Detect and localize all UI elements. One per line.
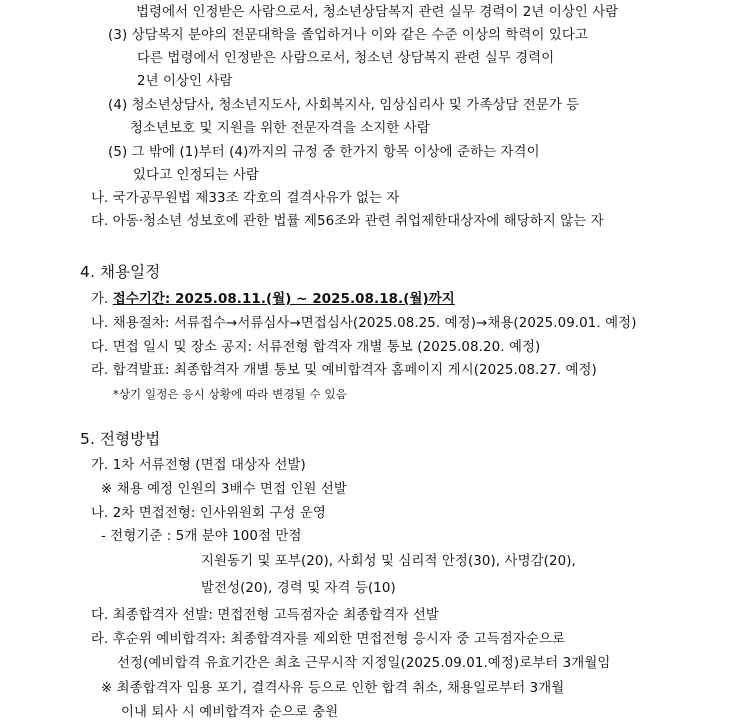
selection-criteria-detail: 발전성(20), 경력 및 자격 등(10) xyxy=(201,581,396,596)
selection-note: ※ 최종합격자 임용 포기, 결격사유 등으로 인한 합격 취소, 채용일로부터 3개월 xyxy=(101,681,565,696)
qualification-item-4: (4) 청소년상담사, 청소년지도사, 사회복지사, 임상심리사 및 가족상담 전문가 등 xyxy=(108,98,580,113)
schedule-ga-prefix: 가. xyxy=(91,292,113,307)
selection-criteria-detail: 지원동기 및 포부(20), 사회성 및 심리적 안정(30), 사명감(20), xyxy=(201,554,576,569)
application-period: 접수기간: 2025.08.11.(월) ~ 2025.08.18.(월)까지 xyxy=(112,292,455,307)
selection-ga: 가. 1차 서류전형 (면접 대상자 선발) xyxy=(91,458,306,473)
selection-na: 나. 2차 면접전형: 인사위원회 구성 운영 xyxy=(91,506,326,521)
selection-ra: 라. 후순위 예비합격자: 최종합격자를 제외한 면접전형 응시자 중 고득점자순으로 xyxy=(91,632,565,647)
qualification-item-5-cont: 있다고 인정되는 사람 xyxy=(133,168,260,183)
schedule-da: 다. 면접 일시 및 장소 공지: 서류전형 합격자 개별 통보 (2025.08.20. 예정) xyxy=(91,340,541,355)
qualification-line: 법령에서 인정받은 사람으로서, 청소년상담복지 관련 실무 경력이 2년 이상인 사람 xyxy=(136,5,619,20)
schedule-ra: 라. 합격발표: 최종합격자 개별 통보 및 예비합격자 홈페이지 게시(2025.08.27. 예정) xyxy=(91,363,597,378)
qualification-item-3-cont: 2년 이상인 사람 xyxy=(137,74,233,89)
qualification-item-3-cont: 다른 법령에서 인정받은 사람으로서, 청소년 상담복지 관련 실무 경력이 xyxy=(137,51,555,66)
qualification-item-5: (5) 그 밖에 (1)부터 (4)까지의 규정 중 한가지 항목 이상에 준하는 자격이 xyxy=(108,145,540,160)
selection-heading: 5. 전형방법 xyxy=(80,430,161,448)
schedule-heading: 4. 채용일정 xyxy=(80,263,161,281)
schedule-ga xyxy=(91,291,455,309)
selection-da: 다. 최종합격자 선발: 면접전형 고득점자순 최종합격자 선발 xyxy=(91,608,439,623)
selection-criteria: - 전형기준 : 5개 분야 100점 만점 xyxy=(101,529,302,544)
schedule-na: 나. 채용절차: 서류접수→서류심사→면접심사(2025.08.25. 예정)→채용(2025.09.01. 예정) xyxy=(91,316,637,331)
selection-ga-note: ※ 채용 예정 인원의 3배수 면접 인원 선발 xyxy=(101,482,347,497)
qualification-item-4-cont: 청소년보호 및 지원을 위한 전문자격을 소지한 사람 xyxy=(130,121,430,136)
qualification-da: 다. 아동·청소년 성보호에 관한 법률 제56조와 관련 취업제한대상자에 해당하지 않는 자 xyxy=(91,214,604,229)
selection-ra-cont: 선정(예비합격 유효기간은 최초 근무시작 지정일(2025.09.01.예정)로부터 3개월임 xyxy=(117,656,611,671)
schedule-note: *상기 일정은 응시 상황에 따라 변경될 수 있음 xyxy=(113,387,347,401)
selection-note-cont: 이내 퇴사 시 예비합격자 순으로 충원 xyxy=(121,705,339,720)
qualification-item-3: (3) 상담복지 분야의 전문대학을 졸업하거나 이와 같은 수준 이상의 학력이 있다고 xyxy=(108,28,588,43)
qualification-na: 나. 국가공무원법 제33조 각호의 결격사유가 없는 자 xyxy=(91,191,400,206)
